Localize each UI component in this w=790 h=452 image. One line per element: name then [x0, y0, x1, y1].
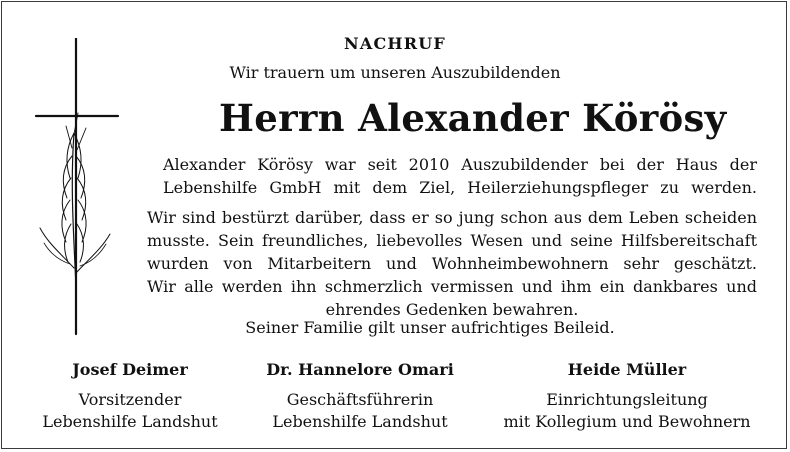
- signatory-name: Heide Müller: [567, 360, 687, 379]
- paragraph-line: ehrendes Gedenken bewahren.: [325, 300, 579, 319]
- paragraph-line: Lebenshilfe GmbH mit dem Ziel, Heilerziehungspfleger zu werden.: [163, 178, 757, 197]
- signatory-role: Vorsitzender: [78, 390, 182, 409]
- paragraph-line: Wir alle werden ihn schmerzlich vermissen und ihm ein dankbares und: [147, 277, 757, 296]
- signatory-org: Lebenshilfe Landshut: [42, 412, 218, 431]
- signatory-role: Einrichtungsleitung: [546, 390, 708, 409]
- paragraph-line: wurden von Mitarbeitern und Wohnheimbewohnern sehr geschätzt.: [147, 254, 757, 273]
- signatory: [258, 359, 462, 433]
- signatory-name: Josef Deimer: [72, 360, 188, 379]
- cross-with-wheat-icon: [30, 38, 120, 338]
- signatory: [30, 359, 230, 433]
- signatory-role: Geschäftsführerin: [286, 390, 434, 409]
- signatory-name: Dr. Hannelore Omari: [266, 360, 454, 379]
- paragraph-line: musste. Sein freundliches, liebevolles Wesen und seine Hilfsbereitschaft: [147, 231, 757, 250]
- signatory-org: Lebenshilfe Landshut: [272, 412, 448, 431]
- paragraph-line: Wir sind bestürzt darüber, dass er so jung schon aus dem Leben scheiden: [147, 208, 757, 227]
- paragraph-line: Alexander Körösy war seit 2010 Auszubildender bei der Haus der: [163, 155, 757, 174]
- condolence-line: Seiner Familie gilt unser aufrichtiges Beileid.: [245, 318, 615, 337]
- intro-line: Wir trauern um unseren Auszubildenden: [229, 63, 561, 82]
- signatory: [492, 359, 762, 433]
- deceased-name: Herrn Alexander Körösy: [219, 96, 727, 140]
- signatory-org: mit Kollegium und Bewohnern: [503, 412, 751, 431]
- paragraph-career: [163, 153, 757, 199]
- paragraph-remembrance: [147, 206, 757, 321]
- notice-heading: NACHRUF: [344, 34, 446, 53]
